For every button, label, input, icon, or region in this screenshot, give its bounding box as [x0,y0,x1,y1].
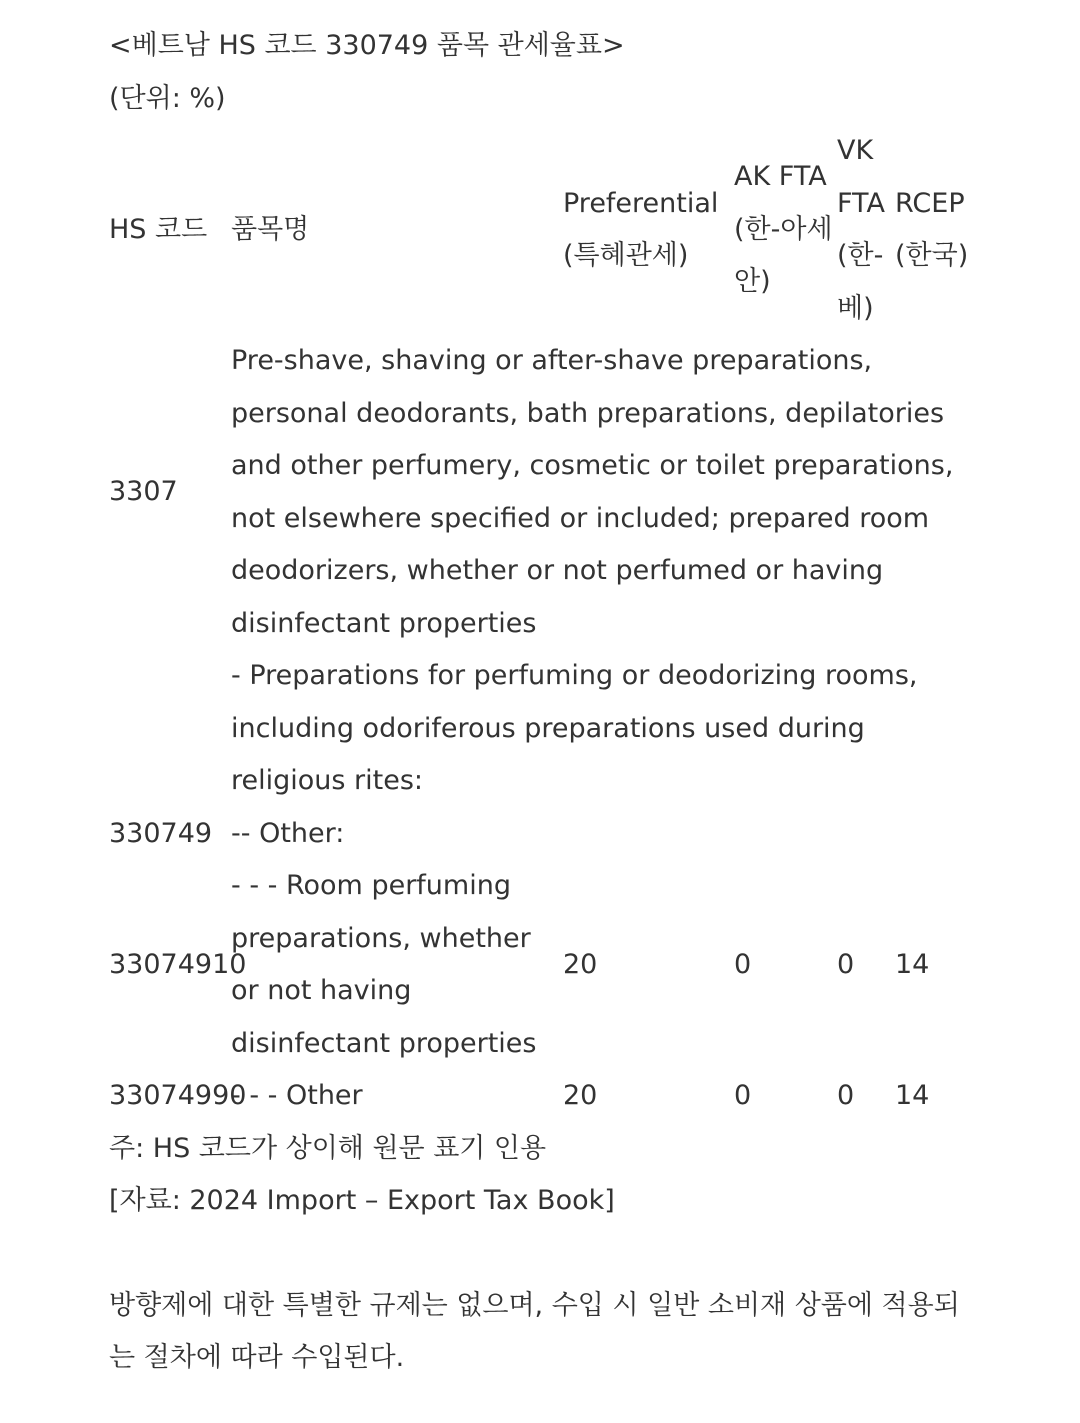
table-row [109,650,979,808]
row-hs-code: 33074910 [109,948,247,980]
row-item-name: Pre-shave, shaving or after-shave preparations, personal deodorants, bath preparations, depilatories and other perfumery, cosmetic or toilet preparations, not elsewhere specified or included; prepared room deodorizers, whether or not perfumed or having disinfectant properties [231,345,954,639]
paragraph-spacer [109,1228,979,1280]
row-item-name: - - - Room perfuming preparations, whether or not having disinfectant properties [231,870,537,1059]
row-rcep: 14 [895,948,930,980]
header-hs-code: HS 코드 [109,213,208,245]
table-title: <베트남 HS 코드 330749 품목 관세율표> [109,30,625,61]
row-item-name: -- Other: [231,817,345,849]
table-footnotes [109,1123,979,1228]
unit-label: (단위: %) [109,82,226,114]
row-hs-code: 330749 [109,817,213,849]
table-header-row [109,125,979,335]
article-content [109,20,979,1385]
row-hs-code: 33074990 [109,1080,247,1111]
table-row [109,808,979,861]
row-item-name: - - - Other [231,1080,363,1111]
table-row [109,1070,979,1123]
row-ak-fta: 0 [734,1080,752,1111]
row-hs-code: 3307 [109,476,178,508]
table-row [109,860,979,1070]
row-item-name: - Preparations for perfuming or deodorizing rooms, including odoriferous preparations used during religious rites: [231,660,918,796]
row-vk-fta: 0 [837,1080,855,1111]
header-item-name: 품목명 [231,213,310,245]
row-hs-code [109,650,231,808]
header-ak-fta: AK FTA (한-아세안) [734,161,833,298]
header-vk-fta: VK FTA (한-베) [837,135,885,324]
table-row [109,335,979,650]
row-preferential: 20 [563,948,598,980]
row-preferential: 20 [563,1080,598,1111]
row-ak-fta: 0 [734,948,752,980]
table-note: 주: HS 코드가 상이해 원문 표기 인용 [109,1132,547,1164]
header-rcep: RCEP (한국) [895,187,969,271]
tariff-table [109,125,979,1123]
row-vk-fta: 0 [837,948,855,980]
header-preferential: Preferential (특혜관세) [563,187,719,271]
body-paragraph: 방향제에 대한 특별한 규제는 없으며, 수입 시 일반 소비재 상품에 적용되는 절차에 따라 수입된다. [109,1289,960,1373]
table-source: [자료: 2024 Import – Export Tax Book] [109,1185,615,1216]
row-rcep: 14 [895,1080,930,1111]
